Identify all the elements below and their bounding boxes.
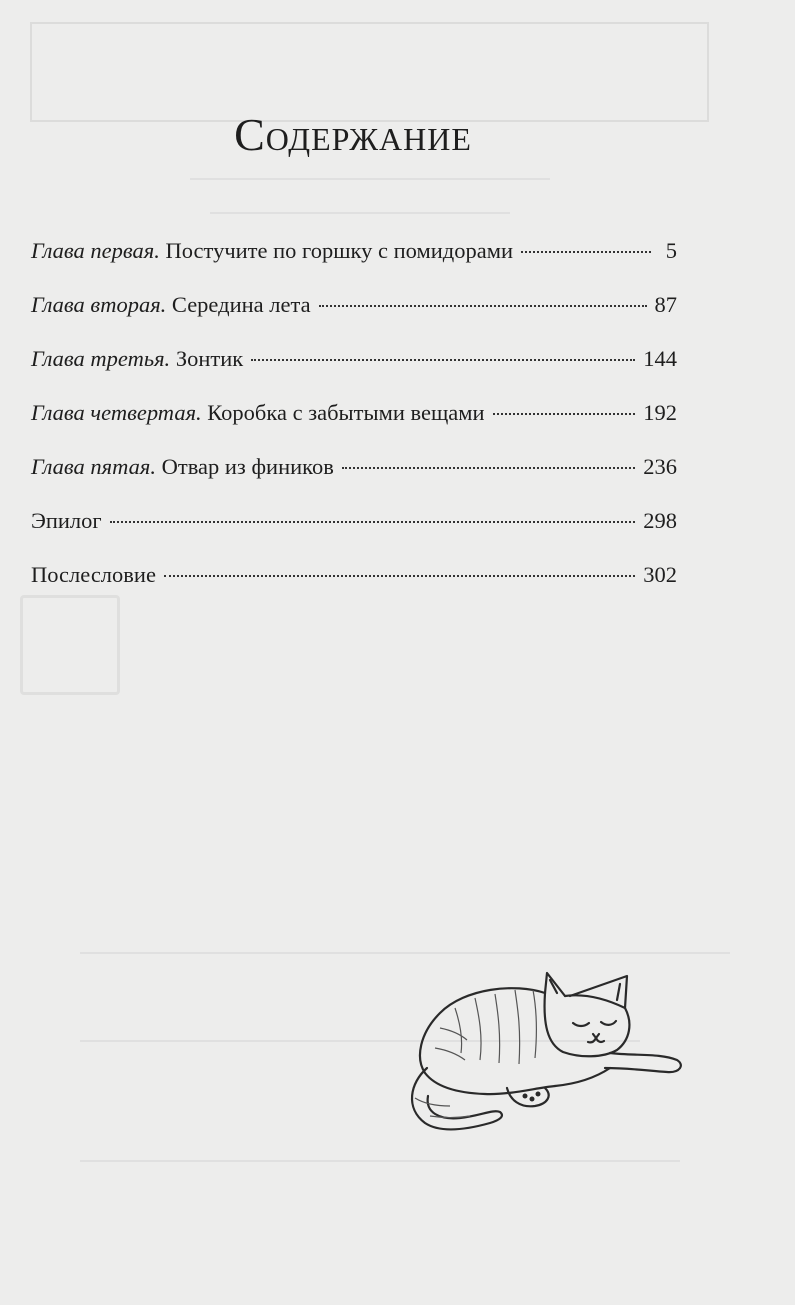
toc-entry-label: [31, 292, 311, 318]
toc-entry-label: [31, 400, 485, 426]
dot-leader: [319, 305, 647, 307]
chapter-number: Глава пятая.: [31, 454, 156, 479]
bleed-through-box: [30, 22, 709, 122]
chapter-number: Глава четвертая.: [31, 400, 202, 425]
dot-leader: [251, 359, 635, 361]
toc-entry-label: [31, 562, 156, 588]
page-number: 144: [643, 346, 677, 371]
toc-entry[interactable]: [31, 292, 677, 346]
chapter-title: Зонтик: [175, 346, 244, 371]
dot-leader: [521, 251, 651, 253]
bleed-through-line: [190, 178, 550, 180]
page-number: 236: [643, 454, 677, 479]
chapter-title: Середина лета: [171, 292, 311, 317]
toc-entry-label: [31, 238, 513, 264]
page-number: 192: [643, 400, 677, 425]
chapter-title: Послесловие: [31, 562, 156, 587]
toc-entry[interactable]: [31, 508, 677, 562]
chapter-number: Глава третья.: [31, 346, 171, 371]
toc-entry[interactable]: [31, 346, 677, 400]
chapter-number: Глава вторая.: [31, 292, 167, 317]
toc-entry-label: [31, 508, 102, 534]
toc-entry-label: [31, 454, 334, 480]
page-number: 298: [643, 508, 677, 533]
page-number: 302: [643, 562, 677, 587]
dot-leader: [342, 467, 635, 469]
sleeping-cat-illustration: [395, 968, 695, 1138]
page-number: 87: [654, 292, 677, 317]
toc-entry[interactable]: [31, 562, 677, 616]
toc-entry[interactable]: [31, 238, 677, 292]
bleed-through-line: [80, 952, 730, 954]
dot-leader: [110, 521, 636, 523]
chapter-title: Постучите по горшку с помидорами: [165, 238, 513, 263]
chapter-title: Коробка с забытыми вещами: [207, 400, 485, 425]
chapter-number: Глава первая.: [31, 238, 160, 263]
dot-leader: [164, 575, 635, 577]
toc-entry[interactable]: [31, 454, 677, 508]
dot-leader: [493, 413, 636, 415]
chapter-title: Отвар из фиников: [161, 454, 334, 479]
page-title: Содержание: [234, 109, 472, 160]
toc-entry-label: [31, 346, 243, 372]
page-number: 5: [665, 238, 677, 263]
table-of-contents: [31, 238, 677, 616]
bleed-through-line: [80, 1160, 680, 1162]
toc-entry[interactable]: [31, 400, 677, 454]
chapter-title: Эпилог: [31, 508, 102, 533]
bleed-through-line: [210, 212, 510, 214]
